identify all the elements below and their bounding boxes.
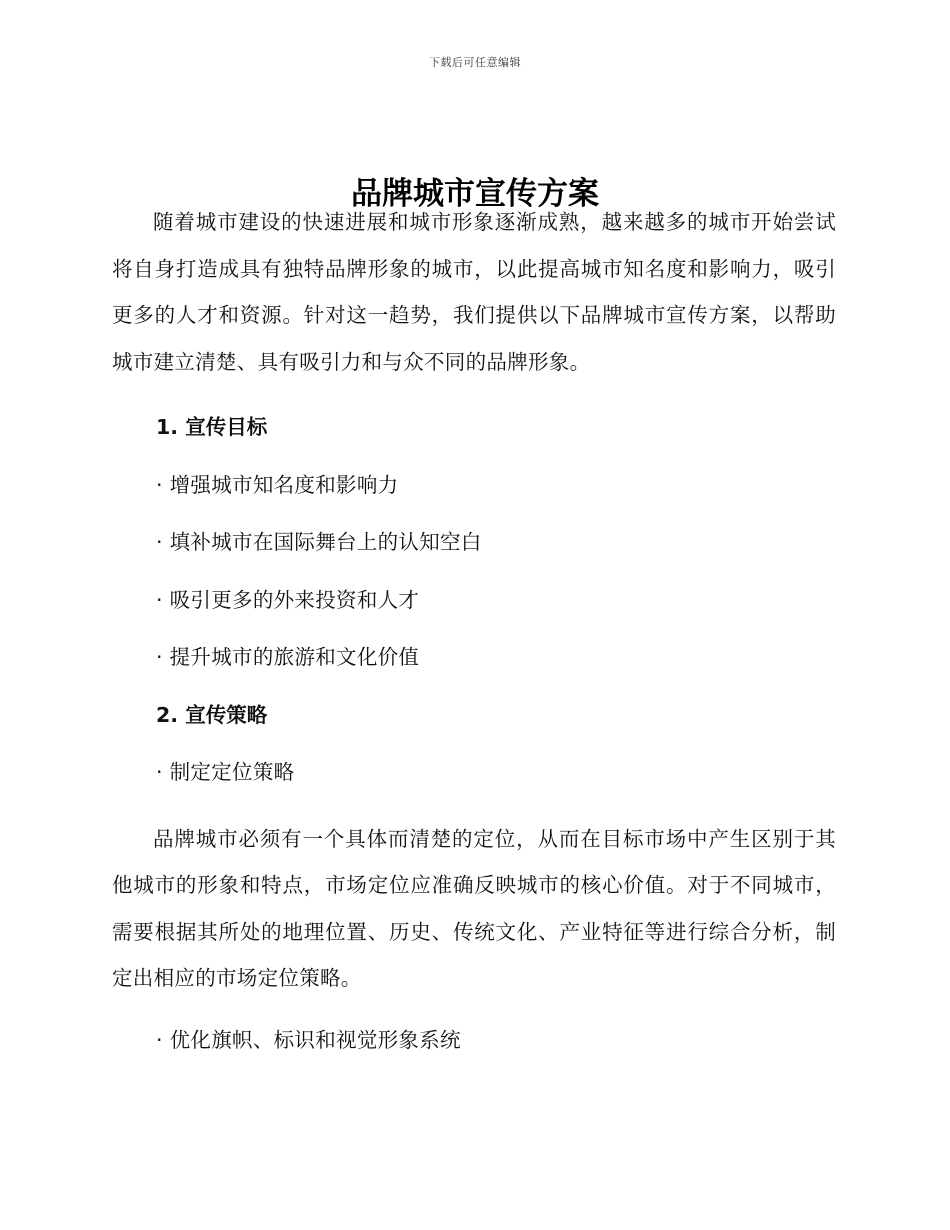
document-body — [112, 199, 836, 1069]
list-item: · 提升城市的旅游和文化价值 — [156, 645, 420, 669]
list-item: · 优化旗帜、标识和视觉形象系统 — [156, 1027, 461, 1052]
strategy-paragraph: 品牌城市必须有一个具体而清楚的定位，从而在目标市场中产生区别于其他城市的形象和特点，市场定位应准确反映城市的核心价值。对于不同城市，需要根据其所处的地理位置、历史、传统文化、产业特征等进行综合分析，制定出相应的市场定位策略。 — [112, 826, 836, 990]
section-heading-goals: 1. 宣传目标 — [156, 415, 268, 439]
list-item: · 制定定位策略 — [156, 760, 295, 784]
section-heading-strategy: 2. 宣传策略 — [156, 702, 268, 727]
document-title: 品牌城市宣传方案 — [351, 175, 599, 212]
list-item: · 吸引更多的外来投资和人才 — [156, 587, 420, 612]
list-item: · 增强城市知名度和影响力 — [156, 472, 399, 497]
page-header-note: 下载后可任意编辑 — [429, 56, 521, 69]
intro-paragraph: 随着城市建设的快速进展和城市形象逐渐成熟，越来越多的城市开始尝试将自身打造成具有独特品牌形象的城市，以此提高城市知名度和影响力，吸引更多的人才和资源。针对这一趋势，我们提供以下品牌城市宣传方案，以帮助城市建立清楚、具有吸引力和与众不同的品牌形象。 — [112, 210, 836, 374]
list-item: · 填补城市在国际舞台上的认知空白 — [156, 530, 482, 554]
